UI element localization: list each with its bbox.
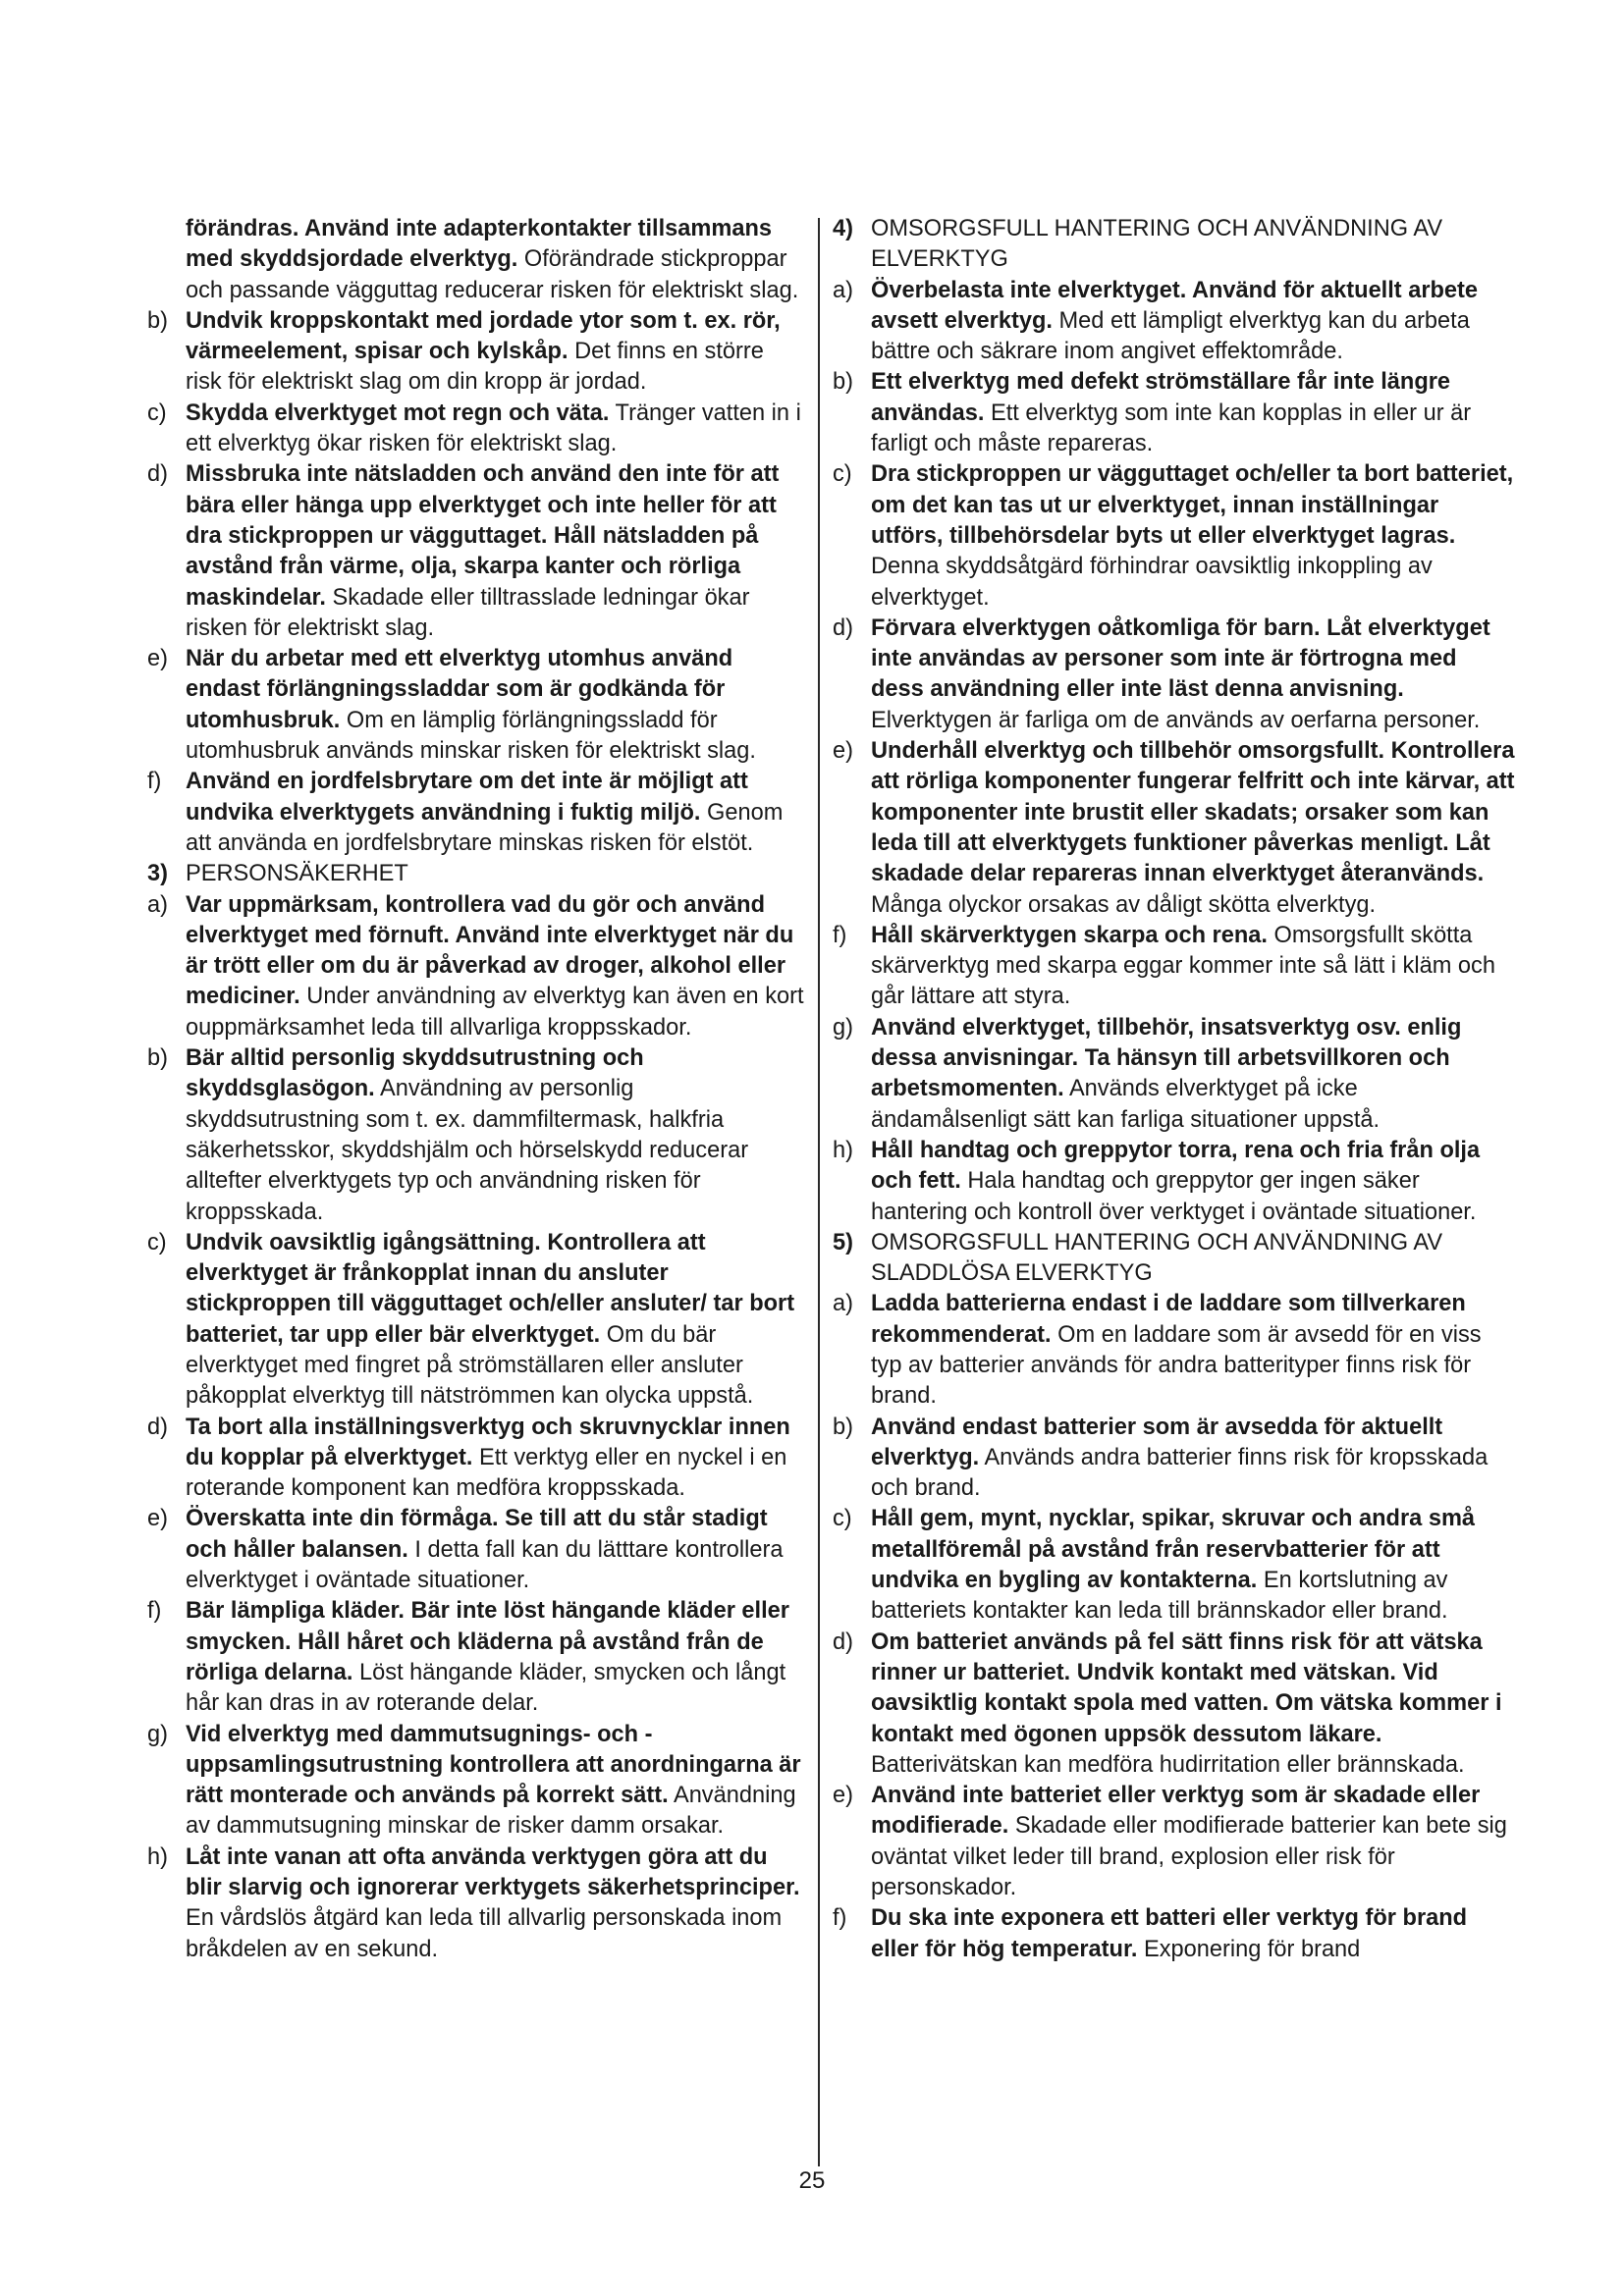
item-marker: f): [147, 769, 162, 795]
item-bold-text: Undvik kroppskontakt med jordade ytor som t. ex. rör, värmeelement, spisar och kylskåp.: [186, 307, 781, 365]
item-bold-text: Var uppmärksam, kontrollera vad du gör och använd elverktyget med förnuft. Använd inte elverktyget när du är trött eller om du är påverkad av droger, alkohol eller mediciner.: [186, 891, 794, 1010]
list-item: [833, 1781, 1515, 1903]
list-item: [833, 276, 1515, 368]
list-item: [147, 1842, 805, 1965]
item-marker: a): [833, 277, 853, 303]
item-bold-text: Bär alltid personlig skyddsutrustning och skyddsglasögon.: [186, 1045, 644, 1102]
item-plain-text: I detta fall kan du lätttare kontrollera elverktyget i oväntade situationer.: [186, 1536, 784, 1594]
list-item: [147, 890, 805, 1043]
section-heading-3: [147, 859, 805, 889]
item-marker: c): [147, 400, 167, 426]
list-item: [147, 214, 805, 306]
list-item: [147, 306, 805, 399]
item-marker: d): [147, 1414, 168, 1440]
item-marker: b): [147, 307, 168, 334]
list-item: [147, 644, 805, 767]
item-bold-text: Använd elverktyget, tillbehör, insatsverktyg osv. enlig dessa anvisningar. Ta hänsyn till arbetsvillkoren och arbetsmomenten.: [871, 1014, 1462, 1102]
item-bold-text: Håll skärverktygen skarpa och rena.: [871, 922, 1268, 948]
item-bold-text: Skydda elverktyget mot regn och väta.: [186, 400, 610, 426]
list-item: [833, 1289, 1515, 1412]
item-marker: h): [147, 1843, 168, 1870]
item-bold-text: förändras. Använd inte adapterkontakter tillsammans med skyddsjordade elverktyg.: [186, 216, 772, 273]
section-number: 3): [147, 861, 168, 887]
page-number: 25: [798, 2167, 826, 2194]
item-bold-text: Överbelasta inte elverktyget. Använd för aktuellt arbete avsett elverktyg.: [871, 277, 1479, 334]
list-item: [147, 767, 805, 859]
section-heading-5: [833, 1228, 1515, 1290]
list-item: [833, 1013, 1515, 1136]
left-column: [147, 214, 805, 1965]
item-marker: e): [147, 646, 168, 672]
section-title: OMSORGSFULL HANTERING OCH ANVÄNDNING AV ELVERKTYG: [871, 216, 1443, 273]
item-marker: f): [833, 1905, 847, 1932]
item-marker: d): [833, 614, 853, 641]
item-bold-text: Håll handtag och greppytor torra, rena och fria från olja och fett.: [871, 1137, 1481, 1195]
list-item: [833, 1413, 1515, 1505]
list-item: [833, 1136, 1515, 1228]
item-marker: c): [833, 1506, 852, 1532]
item-plain-text: Denna skyddsåtgärd förhindrar oavsiktlig inkoppling av elverktyget.: [871, 554, 1433, 611]
list-item: [833, 1504, 1515, 1627]
item-bold-text: Missbruka inte nätsladden och använd den inte för att bära eller hänga upp elverktyget och inte heller för att dra stickproppen ur vägguttaget. Håll nätsladden på avstånd från värme, olja, skarpa kanter och rörliga maskindelar.: [186, 461, 780, 611]
list-item: [147, 1043, 805, 1228]
item-bold-text: Använd inte batteriet eller verktyg som är skadade eller modifierade.: [871, 1783, 1481, 1840]
list-item: [833, 367, 1515, 459]
item-bold-text: Bär lämpliga kläder. Bär inte löst hängande kläder eller smycken. Håll håret och kläderna på avstånd från de rörliga delarna.: [186, 1598, 789, 1685]
item-bold-text: Använd en jordfelsbrytare om det inte är möjligt att undvika elverktygets användning i fuktig miljö.: [186, 769, 748, 826]
item-marker: f): [147, 1598, 162, 1625]
item-plain-text: Löst hängande kläder, smycken och långt hår kan dras in av roterande delar.: [186, 1659, 786, 1717]
list-item: [833, 921, 1515, 1013]
item-plain-text: Hala handtag och greppytor ger ingen säker hantering och kontroll över verktyget i oväntade situationer.: [871, 1168, 1477, 1225]
item-plain-text: Användning av dammutsugning minskar de risker damm orsakar.: [186, 1783, 796, 1840]
item-plain-text: Användning av personlig skyddsutrustning som t. ex. dammfiltermask, halkfria säkerhetsskor, skyddshjälm och hörselskydd reducerar alltefter elverktygets typ och användning risken för kroppsskada.: [186, 1076, 749, 1225]
list-item: [147, 1596, 805, 1719]
item-plain-text: Ett elverktyg som inte kan kopplas in eller ur är farligt och måste repareras.: [871, 400, 1472, 457]
item-plain-text: Omsorgsfullt skötta skärverktyg med skarpa eggar kommer inte så lätt i kläm och går lättare att styra.: [871, 922, 1495, 1010]
right-column: [833, 214, 1515, 1965]
list-item: [833, 614, 1515, 736]
list-item: [147, 1413, 805, 1505]
item-marker: a): [147, 891, 168, 918]
item-plain-text: Ett verktyg eller en nyckel i en roterande komponent kan medföra kroppsskada.: [186, 1444, 787, 1502]
section-title: PERSONSÄKERHET: [186, 861, 408, 887]
item-bold-text: Underhåll elverktyg och tillbehör omsorgsfullt. Kontrollera att rörliga komponenter fungerar felfritt och inte kärvar, att komponenter inte brustit eller skadats; orsaker som kan leda till att elverktygets funktioner påverkas menligt. Låt skadade delar repareras innan elverktyget återanvänds.: [871, 738, 1515, 887]
item-bold-text: Låt inte vanan att ofta använda verktygen göra att du blir slarvig och ignorerar verktygets säkerhetsprinciper.: [186, 1843, 800, 1901]
item-marker: e): [147, 1506, 168, 1532]
item-plain-text: Under användning av elverktyg kan även en kort ouppmärksamhet leda till allvarliga kroppsskador.: [186, 984, 804, 1041]
item-bold-text: När du arbetar med ett elverktyg utomhus använd endast förlängningssladdar som är godkända för utomhusbruk.: [186, 646, 733, 733]
list-item: [833, 736, 1515, 921]
tool-use-list: [833, 276, 1515, 1228]
list-item: [147, 399, 805, 460]
item-plain-text: Tränger vatten in i ett elverktyg ökar risken för elektriskt slag.: [186, 400, 801, 457]
item-marker: b): [147, 1045, 168, 1072]
item-marker: b): [833, 1414, 853, 1440]
item-bold-text: Vid elverktyg med dammutsugnings- och -uppsamlingsutrustning kontrollera att anordningarna är rätt monterade och används på korrekt sätt.: [186, 1721, 801, 1809]
item-marker: e): [833, 1783, 853, 1809]
item-plain-text: Många olyckor orsakas av dåligt skötta elverktyg.: [871, 891, 1377, 918]
item-bold-text: Överskatta inte din förmåga. Se till att du står stadigt och håller balansen.: [186, 1506, 768, 1563]
item-marker: d): [833, 1629, 853, 1655]
item-bold-text: Undvik oavsiktlig igångsättning. Kontrollera att elverktyget är frånkopplat innan du ansluter stickproppen till vägguttaget och/eller ansluter/ tar bort batteriet, tar upp eller bär elverktyget.: [186, 1229, 795, 1348]
section-title: OMSORGSFULL HANTERING OCH ANVÄNDNING AV SLADDLÖSA ELVERKTYG: [871, 1229, 1443, 1287]
column-divider: [818, 218, 820, 2166]
item-plain-text: Om du bär elverktyget med fingret på strömställaren eller ansluter påkopplat elverktyg till nätströmmen kan olycka uppstå.: [186, 1321, 754, 1410]
item-marker: c): [147, 1229, 167, 1255]
item-bold-text: Ett elverktyg med defekt strömställare får inte längre användas.: [871, 369, 1451, 426]
item-plain-text: Skadade eller tilltrasslade ledningar ökar risken för elektriskt slag.: [186, 584, 750, 641]
item-bold-text: Om batteriet används på fel sätt finns risk för att vätska rinner ur batteriet. Undvik kontakt med vätskan. Vid oavsiktlig kontakt spola med vatten. Om vätska kommer i kontakt med ögonen uppsök dessutom läkare.: [871, 1629, 1502, 1747]
section-heading-4: [833, 214, 1515, 276]
item-marker: e): [833, 738, 853, 765]
item-marker: f): [833, 922, 847, 948]
item-plain-text: Det finns en större risk för elektriskt slag om din kropp är jordad.: [186, 339, 764, 396]
item-plain-text: Används andra batterier finns risk för kropsskada och brand.: [871, 1444, 1489, 1502]
list-item: [833, 1903, 1515, 1965]
item-plain-text: Med ett lämpligt elverktyg kan du arbeta bättre och säkrare inom angivet effektområde.: [871, 307, 1470, 365]
item-plain-text: Om en laddare som är avsedd för en viss typ av batterier används för andra batterityper finns risk för brand.: [871, 1321, 1482, 1410]
item-marker: b): [833, 369, 853, 396]
item-plain-text: Används elverktyget på icke ändamålsenligt sätt kan farliga situationer uppstå.: [871, 1076, 1380, 1133]
item-marker: g): [833, 1014, 853, 1041]
battery-tool-list: [833, 1289, 1515, 1965]
item-bold-text: Ladda batterierna endast i de laddare som tillverkaren rekommenderat.: [871, 1291, 1466, 1348]
list-item: [833, 459, 1515, 613]
list-item: [147, 459, 805, 644]
item-plain-text: Oförändrade stickproppar och passande vägguttag reducerar risken för elektriskt slag.: [186, 246, 799, 303]
item-plain-text: Om en lämplig förlängningssladd för utomhusbruk används minskar risken för elektriskt slag.: [186, 707, 756, 765]
item-marker: h): [833, 1137, 853, 1163]
item-plain-text: Batterivätskan kan medföra hudirritation eller brännskada.: [871, 1751, 1465, 1778]
personal-safety-list: [147, 890, 805, 1965]
section-number: 5): [833, 1229, 853, 1255]
item-plain-text: Genom att använda en jordfelsbrytare minskas risken för elstöt.: [186, 799, 784, 856]
item-bold-text: Använd endast batterier som är avsedda för aktuellt elverktyg.: [871, 1414, 1443, 1470]
item-plain-text: Elverktygen är farliga om de används av oerfarna personer.: [871, 707, 1481, 733]
item-bold-text: Ta bort alla inställningsverktyg och skruvnycklar innen du kopplar på elverktyget.: [186, 1414, 790, 1470]
item-bold-text: Du ska inte exponera ett batteri eller verktyg för brand eller för hög temperatur.: [871, 1905, 1468, 1962]
item-plain-text: Exponering för brand: [1143, 1936, 1361, 1962]
list-item: [147, 1228, 805, 1413]
electrical-safety-list: [147, 306, 805, 859]
item-marker: g): [147, 1721, 168, 1747]
list-item: [147, 1504, 805, 1596]
item-bold-text: Håll gem, mynt, nycklar, spikar, skruvar och andra små metallföremål på avstånd från reservbatterier för att undvika en bygling av kontakterna.: [871, 1506, 1476, 1594]
item-marker: d): [147, 461, 168, 488]
item-plain-text: En kortslutning av batteriets kontakter kan leda till brännskador eller brand.: [871, 1568, 1448, 1625]
section-number: 4): [833, 216, 853, 241]
item-marker: a): [833, 1291, 853, 1317]
list-item: [147, 1720, 805, 1842]
item-plain-text: En vårdslös åtgärd kan leda till allvarlig personskada inom bråkdelen av en sekund.: [186, 1905, 783, 1962]
list-item: [833, 1628, 1515, 1781]
item-plain-text: Skadade eller modifierade batterier kan bete sig oväntat vilket leder till brand, explosion eller risk för personskador.: [871, 1813, 1507, 1901]
item-bold-text: Dra stickproppen ur vägguttaget och/eller ta bort batteriet, om det kan tas ut ur elverktyget, innan inställningar utförs, tillbehörsdelar byts ut eller elverktyget lagras.: [871, 461, 1514, 549]
item-bold-text: Förvara elverktygen oåtkomliga för barn. Låt elverktyget inte användas av personer som inte är förtrogna med dess användning eller inte läst denna anvisning.: [871, 614, 1490, 703]
item-marker: c): [833, 461, 852, 488]
